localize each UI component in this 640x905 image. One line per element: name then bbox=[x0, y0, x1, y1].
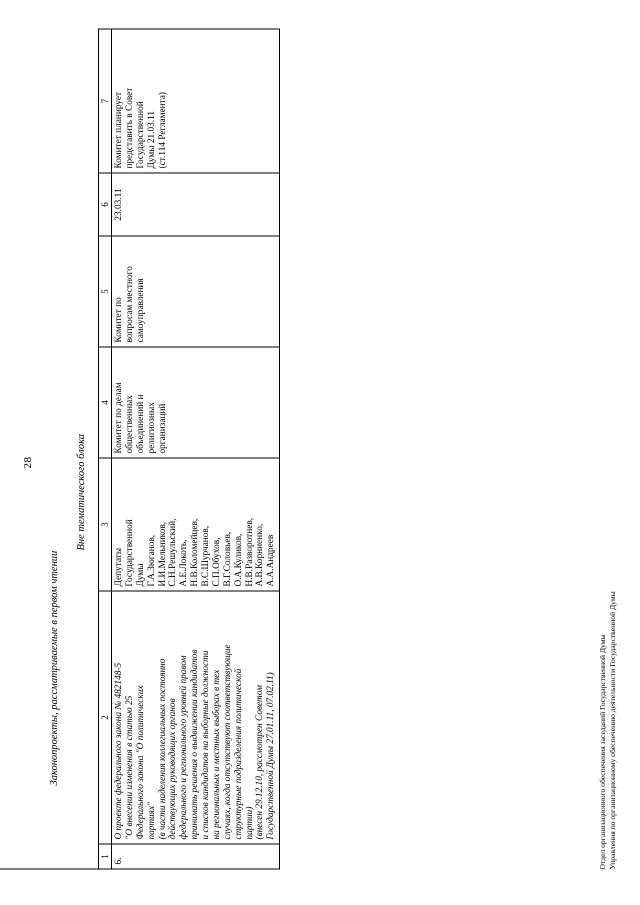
subject-note: (внесен 29.12.10, рассмотрен Советом Государственной Думы 27.01.11, 07.02.11) bbox=[255, 671, 277, 839]
subject-text: О проекте федерального закона № 482148-5 "О внесении изменения в статью 25 Федерального закона "О политических партиях" (в части наделения коллегиальных постоянно действующих руководящих органов федерального и регионального уровней правом принимать решения о выдвижении кандидатов и списков кандидатов на выборные должности на региональных и местных выборах в тех случаях, когда отсутствуют соответствующие структурные подразделения политической партии) bbox=[114, 643, 255, 839]
column-number-1: 1 bbox=[99, 844, 112, 869]
legislation-table bbox=[98, 28, 280, 869]
row-co-committee bbox=[112, 236, 280, 347]
page-number: 28 bbox=[22, 456, 34, 468]
column-number-2: 2 bbox=[99, 591, 112, 844]
row-authors bbox=[112, 458, 280, 591]
subsection-title: Вне тематического блока bbox=[76, 433, 87, 550]
footer-text: Отдел организационного обеспечения заседаний Государственной Думы Управления по организационному обеспечению деятельности Государственной Думы bbox=[598, 590, 618, 869]
column-number-7: 7 bbox=[99, 29, 112, 173]
note-text: Комитет планирует представить в Совет Государственной Думы 21.03.11 (ст.114 Регламента) bbox=[114, 87, 168, 168]
row-number: 6. bbox=[112, 844, 280, 869]
column-number-5: 5 bbox=[99, 236, 112, 347]
co-committee-text: Комитет по вопросам местного самоуправления bbox=[114, 265, 146, 342]
table-row bbox=[112, 29, 280, 869]
section-title: Законопроекты, рассматриваемые в первом чтении bbox=[49, 550, 60, 785]
document-footer bbox=[598, 591, 619, 869]
column-number-4: 4 bbox=[99, 347, 112, 458]
row-responsible-committee bbox=[112, 347, 280, 458]
authors-text: Депутаты Государственной Думы Г.А.Зюганов, И.И.Мельников, С.Н.Решульский, А.Е.Локоть, Н.В.Коломейцев, В.С.Шурчанов, С.П.Обухов, В.Г.Соловьев, О.А.Куликов, Н.В.Разворотнев, А.В.Корниенко, А.А.Андреев bbox=[114, 517, 277, 586]
row-date: 23.03.11 bbox=[112, 173, 280, 236]
column-number-6: 6 bbox=[99, 173, 112, 236]
responsible-committee-text: Комитет по делам общественных объединений и религиозных организаций bbox=[114, 381, 168, 453]
row-note bbox=[112, 29, 280, 173]
column-number-row bbox=[99, 29, 112, 869]
column-number-3: 3 bbox=[99, 458, 112, 591]
page-edge-rule bbox=[0, 868, 98, 869]
row-subject bbox=[112, 591, 280, 844]
